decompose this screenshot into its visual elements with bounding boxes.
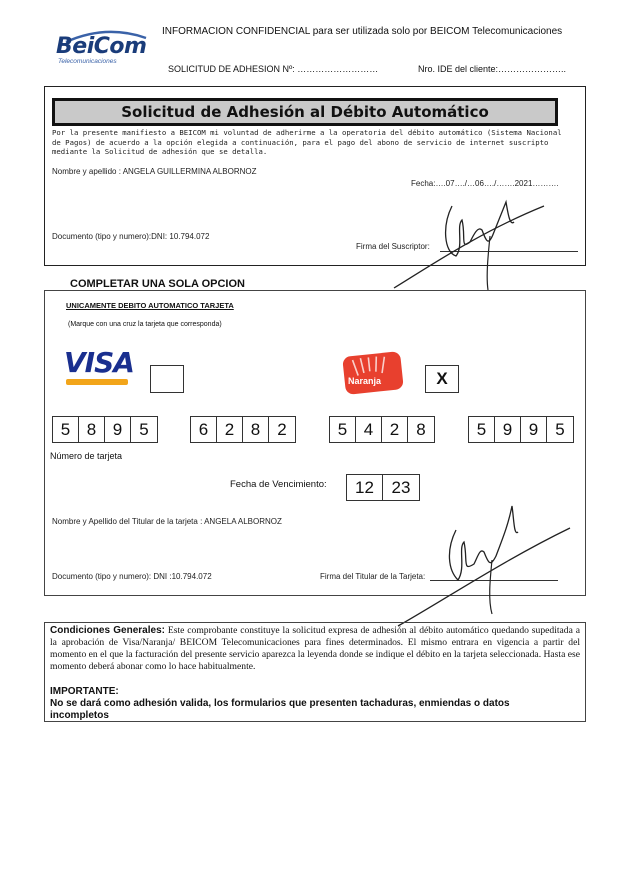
confidential-notice: INFORMACION CONFIDENCIAL para ser utilizada solo por BEICOM Telecomunicaciones — [162, 26, 563, 37]
cardholder-signature-label: Firma del Titular de la Tarjeta: — [320, 572, 426, 581]
card-digit: 5 — [469, 417, 495, 442]
intro-paragraph: Por la presente manifiesto a BEICOM mi voluntad de adherirme a la operatoria del débito automático (Sistema Nacional de Pagos) de acuerdo a la opción elegida a continuación, para el pago del abono de servicio de internet suscripto mediante la Solicitud de adhesión que se detalla. — [52, 128, 562, 157]
beicom-logo — [56, 28, 146, 68]
conditions-label: Condiciones Generales: — [50, 625, 165, 636]
cardholder-document: Documento (tipo y numero): DNI :10.794.072 — [52, 572, 212, 581]
general-conditions-text — [50, 625, 580, 673]
card-number-group-3[interactable] — [329, 416, 435, 443]
naranja-logo-text: Naranja — [348, 376, 382, 386]
card-number-group-4[interactable] — [468, 416, 574, 443]
cardholder-name: Nombre y Apellido del Titular de la tarjeta : ANGELA ALBORNOZ — [52, 517, 282, 526]
important-text: No se dará como adhesión valida, los formularios que presenten tachaduras, enmiendas o datos incompletos — [50, 698, 510, 721]
card-digit: 2 — [217, 417, 243, 442]
card-number-group-2[interactable] — [190, 416, 296, 443]
visa-logo — [62, 346, 136, 390]
naranja-card-icon — [342, 351, 404, 395]
card-digit: 9 — [105, 417, 131, 442]
visa-logo-text: VISA — [64, 346, 134, 379]
card-digit: 5 — [53, 417, 79, 442]
client-id-field: Nro. IDE del cliente:………………….. — [418, 64, 567, 74]
card-only-subheading: UNICAMENTE DEBITO AUTOMATICO TARJETA — [66, 301, 234, 310]
subscriber-document: Documento (tipo y numero):DNI: 10.794.072 — [52, 232, 210, 241]
conditions-body: Este comprobante constituye la solicitud expresa de adhesión al débito automático quedando supeditada a la aprobación de Visa/Naranja/ BEICOM Telecomunicaciones para fines determinados. El mismo entrara en vigencia a partir del momento en el que la facturación del presente servicio aparezca la leyenda donde se indique el débito en la tarjeta seleccionada. Hasta ese momento deberá abonar como lo hace habitualmente. — [50, 625, 580, 672]
subscriber-name: Nombre y apellido : ANGELA GUILLERMINA ALBORNOZ — [52, 167, 257, 176]
expiry-label: Fecha de Vencimiento: — [230, 479, 327, 490]
visa-logo-stripe — [66, 379, 128, 385]
card-digit: 9 — [495, 417, 521, 442]
card-debit-section — [44, 290, 586, 596]
date-field: Fecha:….07…./…06…./…….2021………. — [411, 179, 559, 188]
cardholder-signature-line — [430, 580, 558, 581]
visa-checkbox[interactable] — [150, 365, 184, 393]
form-title: Solicitud de Adhesión al Débito Automático — [52, 98, 558, 126]
card-number-label: Número de tarjeta — [50, 451, 123, 461]
expiry-year: 23 — [391, 478, 411, 497]
important-label: IMPORTANTE: — [50, 686, 119, 697]
logo-subtitle: Telecomunicaciones — [58, 58, 117, 65]
expiry-month: 12 — [347, 475, 383, 500]
naranja-checkbox[interactable]: X — [425, 365, 459, 393]
card-digit: 6 — [191, 417, 217, 442]
card-digit: 5 — [555, 420, 565, 439]
card-digit: 9 — [521, 417, 547, 442]
expiry-date-field[interactable] — [346, 474, 420, 501]
subscriber-signature-label: Firma del Suscriptor: — [356, 242, 430, 251]
naranja-rays-icon — [342, 351, 404, 395]
card-digit: 5 — [139, 420, 149, 439]
card-digit: 8 — [79, 417, 105, 442]
card-digit: 2 — [382, 417, 408, 442]
card-number-group-1[interactable] — [52, 416, 158, 443]
naranja-logo — [340, 354, 404, 396]
logo-text: BeiCom — [56, 34, 147, 59]
card-digit: 8 — [243, 417, 269, 442]
card-digit: 4 — [356, 417, 382, 442]
single-option-heading: COMPLETAR UNA SOLA OPCION — [70, 278, 245, 290]
solicitud-number-field: SOLICITUD DE ADHESION Nº: ……………………… — [168, 64, 379, 74]
card-digit: 5 — [330, 417, 356, 442]
signature-line — [440, 251, 578, 252]
card-digit: 8 — [416, 420, 426, 439]
card-digit: 2 — [277, 420, 287, 439]
mark-instruction: (Marque con una cruz la tarjeta que corresponda) — [68, 321, 222, 328]
